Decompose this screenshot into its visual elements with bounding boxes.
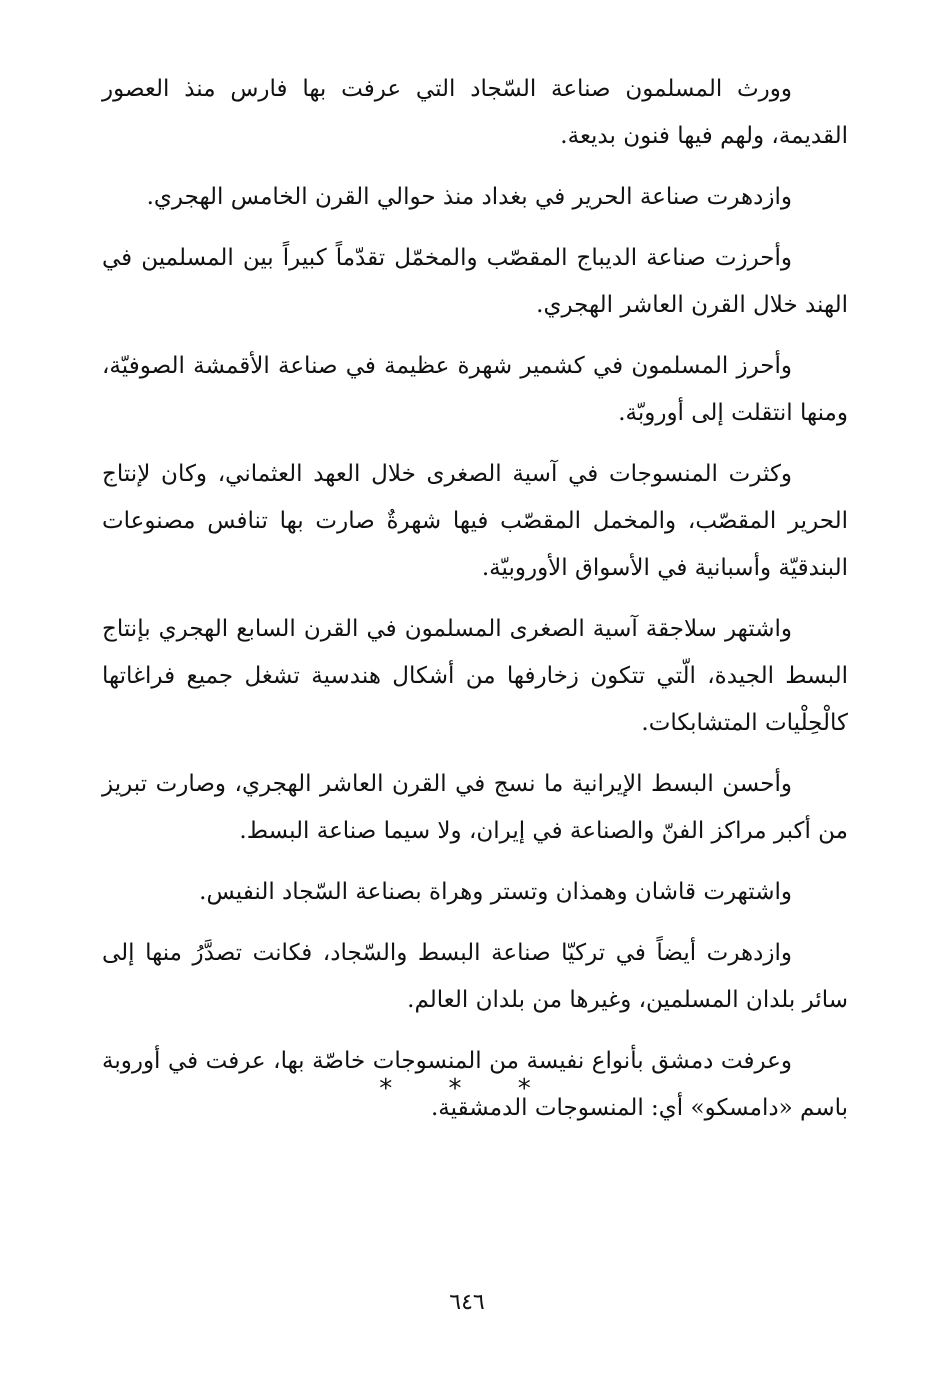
page-number: ٦٤٦ (449, 1290, 485, 1315)
body-text (102, 66, 848, 1146)
paragraph-kashmir-wool: وأحرز المسلمون في كشمير شهرة عظيمة في صناعة الأقمشة الصوفيّة، ومنها انتقلت إلى أوروبّة. (102, 353, 848, 426)
paragraph-silk-baghdad: وازدهرت صناعة الحرير في بغداد منذ حوالي القرن الخامس الهجري. (146, 184, 792, 210)
paragraph-turkey-rugs: وازدهرت أيضاً في تركيّا صناعة البسط والسّجاد، فكانت تصدَّرُ منها إلى سائر بلدان المسلمين، وغيرها من بلدان العالم. (102, 940, 848, 1013)
paragraph-damascus-textiles: وعرفت دمشق بأنواع نفيسة من المنسوجات خاصّة بها، عرفت في أوروبة باسم «دامسكو» أي: المنسوجات الدمشقية. (102, 1048, 848, 1121)
paragraph-carpets: وورث المسلمون صناعة السّجاد التي عرفت بها فارس منذ العصور القديمة، ولهم فيها فنون بديعة. (102, 76, 848, 149)
paragraph-iranian-rugs: وأحسن البسط الإيرانية ما نسج في القرن العاشر الهجري، وصارت تبريز من أكبر مراكز الفنّ والصناعة في إيران، ولا سيما صناعة البسط. (102, 771, 848, 844)
paragraph-seljuk-rugs: واشتهر سلاجقة آسية الصغرى المسلمون في القرن السابع الهجري بإنتاج البسط الجيدة، الّتي تتكون زخارفها من أشكال هندسية تشغل جميع فراغاتها كالْحِلْيات المتشابكات. (102, 616, 848, 736)
paragraph-carpet-cities: واشتهرت قاشان وهمذان وتستر وهراة بصناعة السّجاد النفيس. (199, 879, 792, 905)
section-separator: * * * (379, 1074, 555, 1104)
paragraph-brocade-india: وأحرزت صناعة الديباج المقصّب والمخمّل تقدّماً كبيراً بين المسلمين في الهند خلال القرن العاشر الهجري. (102, 245, 848, 318)
paragraph-asia-minor-textiles: وكثرت المنسوجات في آسية الصغرى خلال العهد العثماني، وكان لإنتاج الحرير المقصّب، والمخمل المقصّب فيها شهرةٌ صارت بها تنافس مصنوعات البندقيّة وأسبانية في الأسواق الأوروبيّة. (102, 461, 848, 581)
